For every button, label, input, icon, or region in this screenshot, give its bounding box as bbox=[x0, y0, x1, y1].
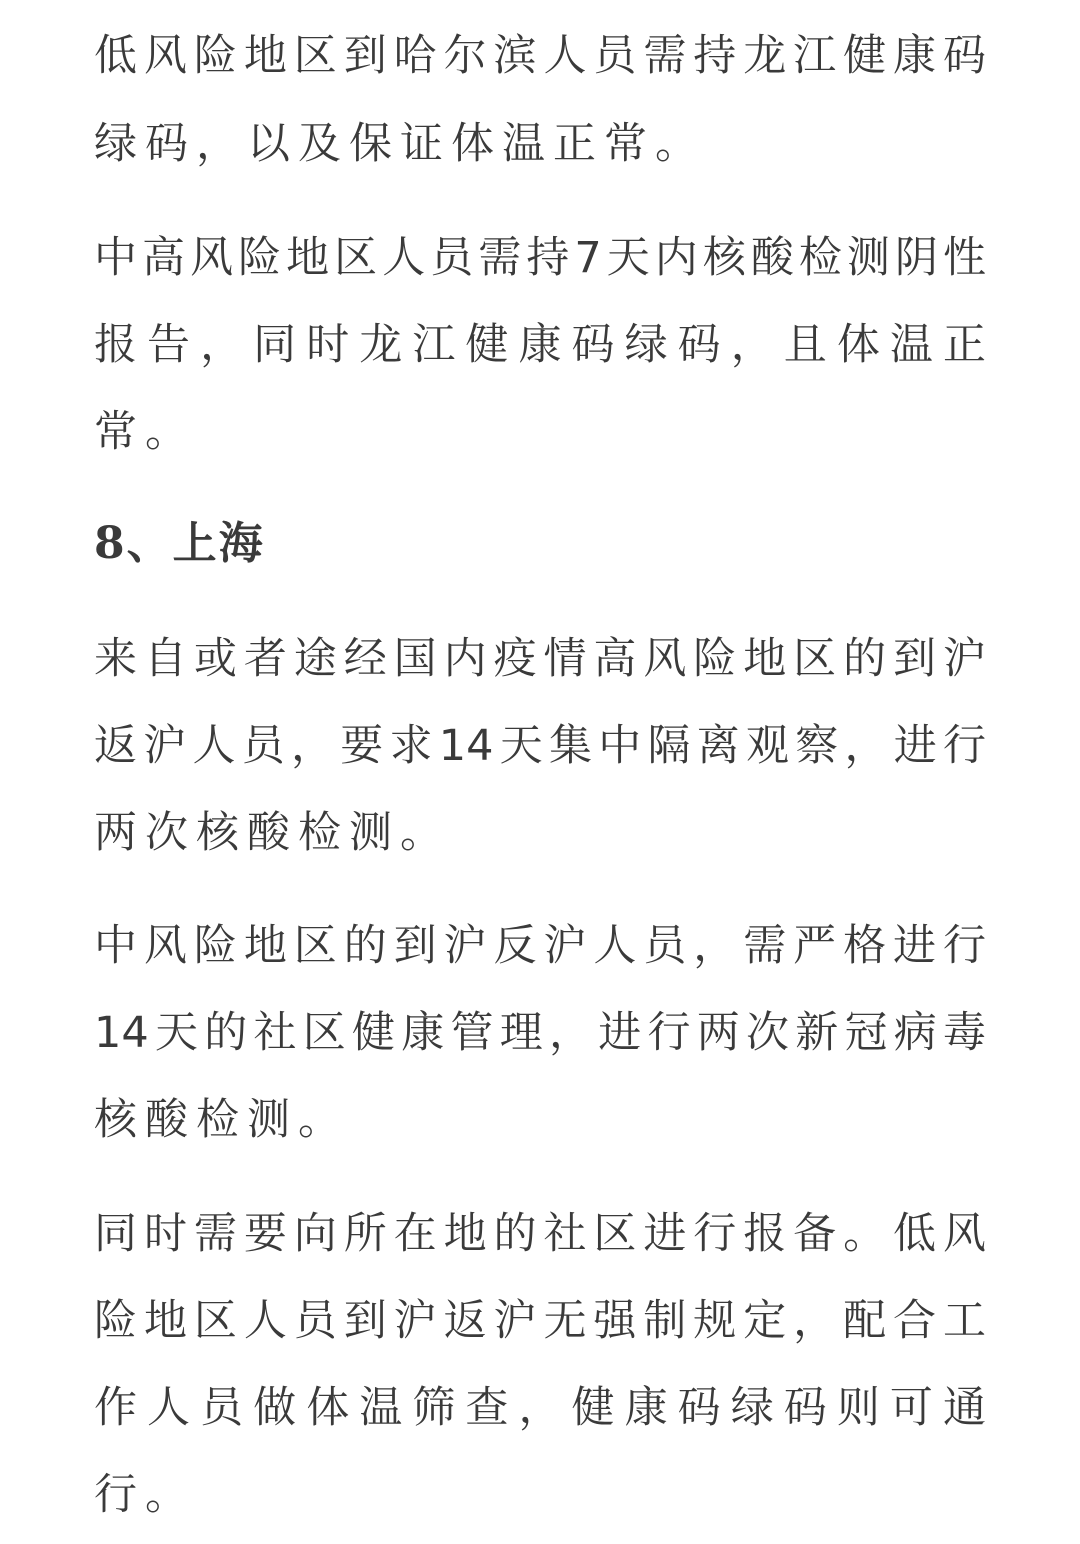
section-heading: 8、上海 bbox=[94, 518, 265, 569]
text-line: 两次核酸检测。 bbox=[94, 808, 451, 858]
text-line: 14天的社区健康管理，进行两次新冠病毒 bbox=[94, 1008, 986, 1058]
text-line: 常。 bbox=[94, 407, 196, 457]
text-line: 返沪人员，要求14天集中隔离观察，进行 bbox=[94, 721, 986, 771]
text-line: 来自或者途经国内疫情高风险地区的到沪 bbox=[94, 634, 986, 684]
text-line: 低风险地区到哈尔滨人员需持龙江健康码 bbox=[94, 31, 986, 81]
text-line: 中风险地区的到沪反沪人员，需严格进行 bbox=[94, 921, 986, 971]
text-line: 核酸检测。 bbox=[94, 1095, 349, 1145]
text-line: 作人员做体温筛查，健康码绿码则可通 bbox=[94, 1383, 986, 1433]
text-line: 中高风险地区人员需持7天内核酸检测阴性 bbox=[94, 233, 986, 283]
text-line: 险地区人员到沪返沪无强制规定，配合工 bbox=[94, 1296, 986, 1346]
text-line: 同时需要向所在地的社区进行报备。低风 bbox=[94, 1209, 986, 1259]
text-line: 绿码，以及保证体温正常。 bbox=[94, 119, 706, 169]
text-line: 行。 bbox=[94, 1470, 196, 1520]
text-line: 报告，同时龙江健康码绿码，且体温正 bbox=[94, 320, 986, 370]
